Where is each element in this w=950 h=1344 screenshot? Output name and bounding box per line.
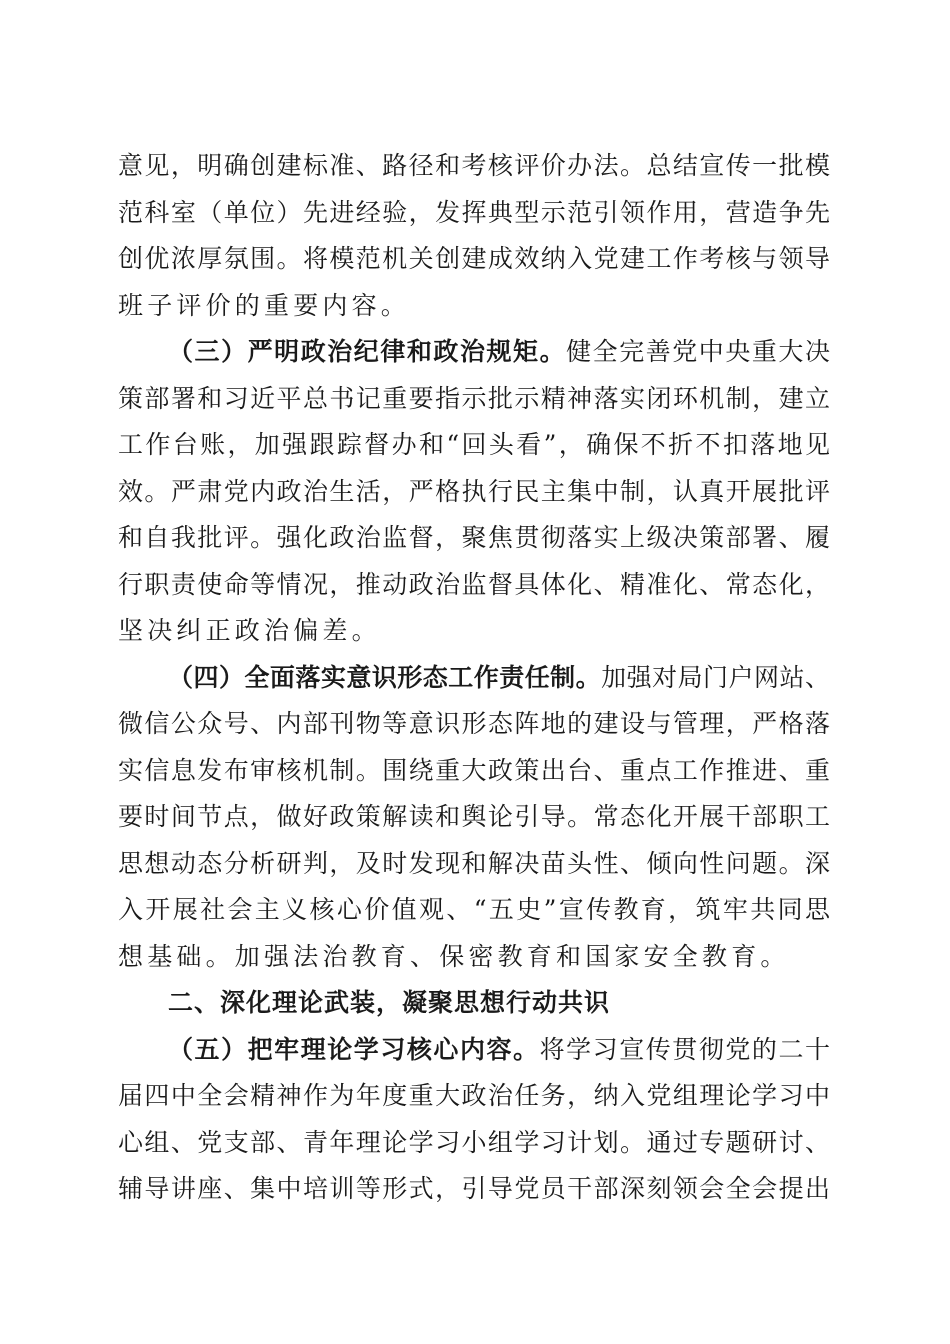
paragraph-first-line bbox=[118, 1027, 830, 1074]
paragraph-section-5 bbox=[118, 1027, 830, 1213]
text-run: 健全完善党中央重大决 bbox=[566, 337, 830, 366]
text-line: 要时间节点，做好政策解读和舆论引导。常态化开展干部职工 bbox=[118, 802, 830, 831]
text-run: 加强对局门户网站、 bbox=[601, 662, 830, 692]
text-line: 效。严肃党内政治生活，严格执行民主集中制，认真开展批评 bbox=[118, 476, 830, 506]
text-line: 意见，明确创建标准、路径和考核评价办法。总结宣传一批模 bbox=[118, 151, 830, 180]
text-line: 班子评价的重要内容。 bbox=[118, 290, 411, 320]
text-line: 微信公众号、内部刊物等意识形态阵地的建设与管理，严格落 bbox=[118, 709, 830, 738]
text-line: 辅导讲座、集中培训等形式，引导党员干部深刻领会全会提出 bbox=[118, 1174, 830, 1203]
text-line: 创优浓厚氛围。将模范机关创建成效纳入党建工作考核与领导 bbox=[118, 244, 830, 273]
text-line: 和自我批评。强化政治监督，聚焦贯彻落实上级决策部署、履 bbox=[118, 523, 830, 552]
text-line: 行职责使命等情况，推动政治监督具体化、精准化、常态化， bbox=[118, 569, 830, 599]
paragraph-section-4 bbox=[118, 655, 830, 981]
paragraph-first-line bbox=[118, 655, 830, 702]
document-page bbox=[118, 143, 830, 1213]
text-line: 思想动态分析研判，及时发现和解决苗头性、倾向性问题。深 bbox=[118, 848, 830, 878]
paragraph-first-line bbox=[118, 329, 830, 376]
text-line: 届四中全会精神作为年度重大政治任务，纳入党组理论学习中 bbox=[118, 1081, 830, 1110]
text-line: 坚决纠正政治偏差。 bbox=[118, 616, 381, 645]
section-lead: （四）全面落实意识形态工作责任制。 bbox=[168, 662, 602, 692]
text-run: 将学习宣传贯彻党的二十 bbox=[539, 1034, 830, 1064]
section-heading: 二、深化理论武装，凝聚思想行动共识 bbox=[168, 988, 611, 1017]
paragraph-section-3 bbox=[118, 329, 830, 655]
text-line: 心组、党支部、青年理论学习小组学习计划。通过专题研讨、 bbox=[118, 1127, 830, 1157]
text-line: 策部署和习近平总书记重要指示批示精神落实闭环机制，建立 bbox=[118, 383, 830, 413]
text-line: 工作台账，加强跟踪督办和“回头看”，确保不折不扣落地见 bbox=[118, 430, 830, 459]
section-lead: （三）严明政治纪律和政治规矩。 bbox=[168, 337, 567, 366]
section-lead: （五）把牢理论学习核心内容。 bbox=[168, 1034, 540, 1064]
text-line: 入开展社会主义核心价值观、“五史”宣传教育，筑牢共同思 bbox=[118, 895, 830, 924]
text-line: 实信息发布审核机制。围绕重大政策出台、重点工作推进、重 bbox=[118, 755, 830, 785]
text-line: 想基础。加强法治教育、保密教育和国家安全教育。 bbox=[118, 941, 790, 971]
text-line: 范科室（单位）先进经验，发挥典型示范引领作用，营造争先 bbox=[118, 197, 830, 227]
paragraph-continuation bbox=[118, 143, 830, 329]
